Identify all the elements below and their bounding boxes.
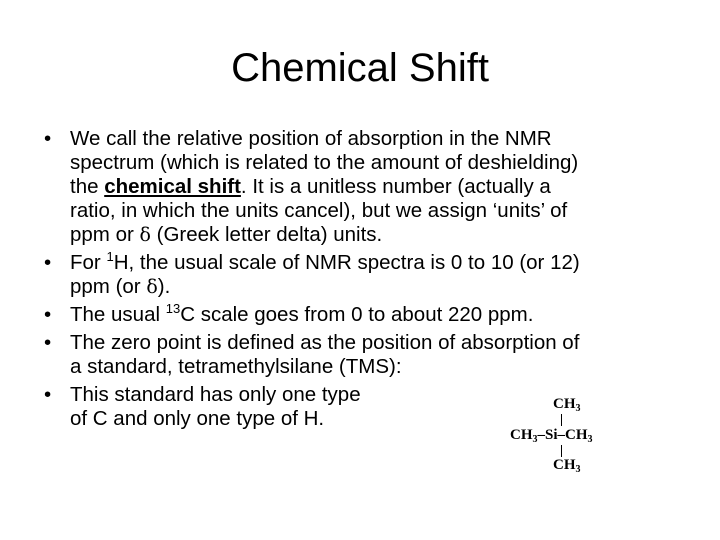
- text-run: The usual: [70, 303, 166, 326]
- tms-row: [510, 427, 593, 443]
- tms-subscript: 3: [575, 403, 581, 414]
- bullet-line: [70, 223, 704, 247]
- bullet-item: [44, 251, 704, 299]
- bullet-list: [44, 127, 704, 435]
- text-run: ).: [157, 275, 171, 298]
- bullet-line: [70, 251, 704, 275]
- tms-silicon: Si: [545, 427, 558, 443]
- bullet-marker: •: [44, 127, 52, 150]
- text-run: . It is a unitless number (actually a: [240, 175, 551, 198]
- bullet-line: a standard, tetramethylsilane (TMS):: [70, 355, 402, 378]
- text-run: (Greek letter delta) units.: [150, 223, 383, 246]
- delta-symbol: δ: [139, 224, 151, 246]
- tms-group-text: CH: [565, 427, 588, 443]
- text-run: the: [70, 175, 105, 198]
- slide-title: Chemical Shift: [231, 46, 489, 90]
- text-run: ppm or: [70, 223, 140, 246]
- bullet-line: ratio, in which the units cancel), but we assign ‘units’ of: [70, 199, 568, 222]
- tms-bond-left: –: [537, 427, 545, 443]
- bullet-line: The zero point is defined as the position of absorption of: [70, 331, 580, 354]
- bullet-line: [70, 175, 704, 199]
- text-run: For: [70, 251, 107, 274]
- isotope-superscript: 13: [165, 301, 181, 316]
- bullet-line: [70, 275, 704, 299]
- tms-bond-right: –: [557, 427, 566, 443]
- isotope-superscript: 1: [106, 249, 114, 264]
- text-run: ppm (or: [70, 275, 147, 298]
- bullet-line: [70, 303, 704, 327]
- tms-group-text: CH: [553, 457, 576, 473]
- tms-subscript: 3: [575, 464, 581, 475]
- bullet-line: spectrum (which is related to the amount of deshielding): [70, 151, 579, 174]
- tms-bond-top: [561, 414, 562, 426]
- tms-methyl-top: [553, 396, 581, 412]
- bullet-marker: •: [44, 251, 52, 274]
- bullet-line: of C and only one type of H.: [70, 407, 325, 430]
- delta-symbol: δ: [146, 276, 158, 298]
- bullet-line: We call the relative position of absorption in the NMR: [70, 127, 552, 150]
- bullet-item: [44, 331, 704, 379]
- bullet-marker: •: [44, 303, 52, 326]
- text-run: C scale goes from 0 to about 220 ppm.: [180, 303, 534, 326]
- tms-structure: [508, 396, 628, 476]
- chemical-shift-term: chemical shift: [104, 175, 241, 198]
- bullet-item: [44, 303, 704, 327]
- tms-group-text: CH: [553, 396, 576, 412]
- bullet-line: This standard has only one type: [70, 383, 361, 406]
- tms-methyl-bottom: [553, 457, 581, 473]
- tms-group-text: CH: [510, 427, 533, 443]
- tms-bond-bottom: [561, 445, 562, 457]
- bullet-item: [44, 127, 704, 247]
- bullet-marker: •: [44, 383, 52, 406]
- tms-subscript: 3: [587, 434, 593, 445]
- tms-subscript: 3: [532, 434, 538, 445]
- text-run: H, the usual scale of NMR spectra is 0 to 10 (or 12): [113, 251, 580, 274]
- bullet-marker: •: [44, 331, 52, 354]
